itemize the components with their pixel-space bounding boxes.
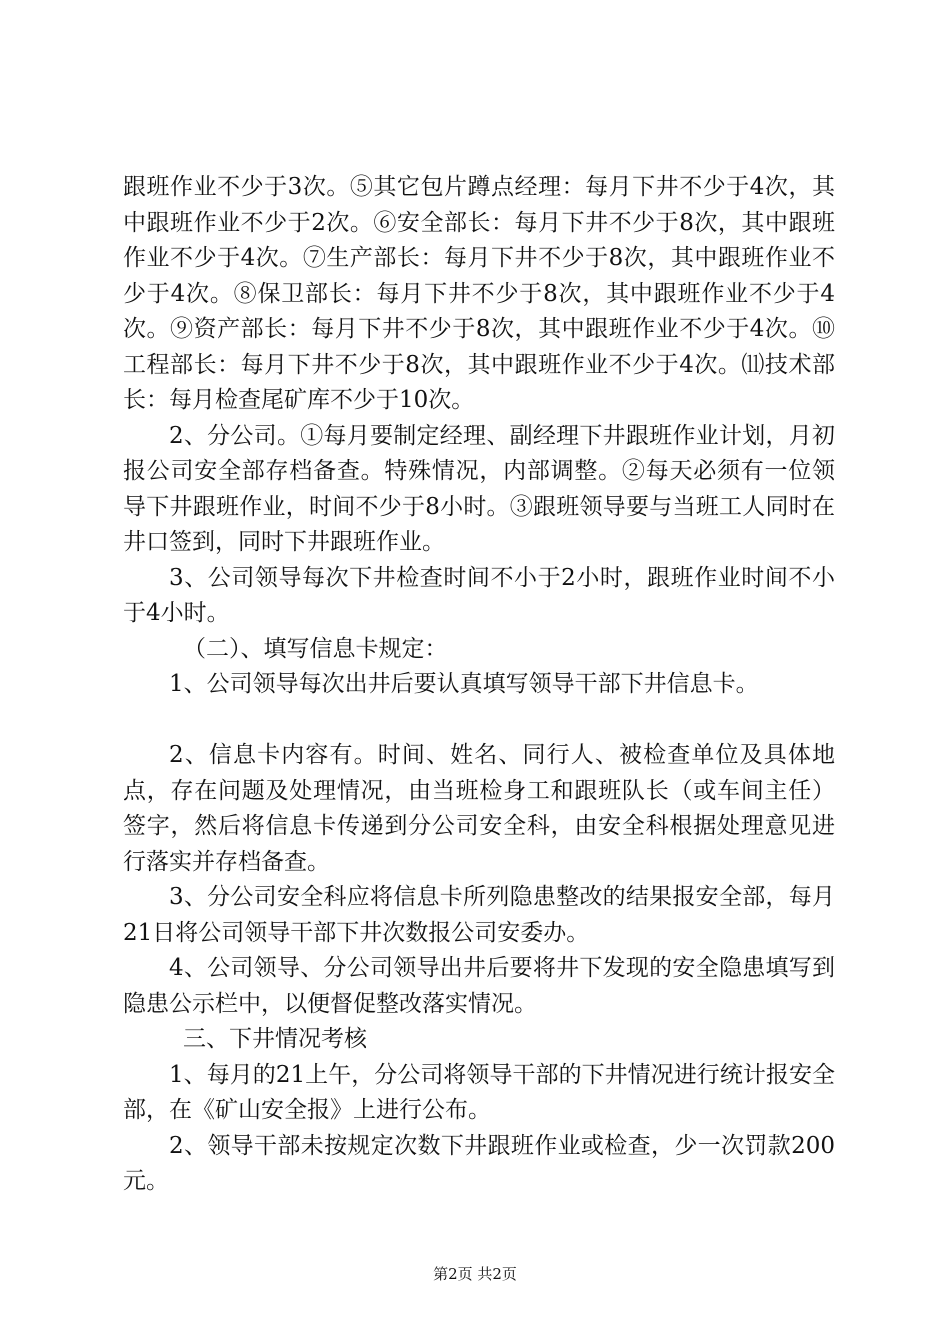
paragraph-branch-company: 2、分公司。①每月要制定经理、副经理下井跟班作业计划，月初报公司安全部存档备查。特殊情况，内部调整。②每天必须有一位领导下井跟班作业，时间不少于8小时。③跟班领导要与当班工人同时在井口签到，同时下井跟班作业。	[123, 422, 835, 555]
paragraph-leader-quota-continued: 跟班作业不少于3次。⑤其它包片蹲点经理：每月下井不少于4次，其中跟班作业不少于2次。⑥安全部长：每月下井不少于8次，其中跟班作业不少于4次。⑦生产部长：每月下井不少于8次，其中跟班作业不少于4次。⑧保卫部长：每月下井不少于8次，其中跟班作业不少于4次。⑨资产部长：每月下井不少于8次，其中跟班作业不少于4次。⑩工程部长：每月下井不少于8次，其中跟班作业不少于4次。⑾技术部长：每月检查尾矿库不少于10次。	[123, 174, 835, 413]
paragraph-safety-report: 3、分公司安全科应将信息卡所列隐患整改的结果报安全部，每月21日将公司领导干部下井次数报公司安委办。	[123, 884, 835, 946]
paragraph-monthly-statistics: 1、每月的21上午，分公司将领导干部的下井情况进行统计报安全部，在《矿山安全报》上进行公布。	[123, 1061, 835, 1123]
section-heading-info-card: （二）、填写信息卡规定：	[183, 635, 448, 662]
document-body	[123, 170, 835, 1200]
blank-line	[123, 703, 835, 739]
paragraph-penalty: 2、领导干部未按规定次数下井跟班作业或检查，少一次罚款200元。	[123, 1132, 835, 1194]
paragraph-inspection-time: 3、公司领导每次下井检查时间不小于2小时，跟班作业时间不小于4小时。	[123, 564, 835, 626]
section-heading-assessment: 三、下井情况考核	[183, 1026, 367, 1052]
paragraph-info-card-content: 2、信息卡内容有。时间、姓名、同行人、被检查单位及具体地点，存在问题及处理情况，由当班检身工和跟班队长（或车间主任）签字，然后将信息卡传递到分公司安全科，由安全科根据处理意见进行落实并存档备查。	[123, 742, 835, 875]
paragraph-hazard-board: 4、公司领导、分公司领导出井后要将井下发现的安全隐患填写到隐患公示栏中，以便督促整改落实情况。	[123, 955, 835, 1017]
paragraph-info-card-fill: 1、公司领导每次出井后要认真填写领导干部下井信息卡。	[169, 671, 759, 697]
page-footer: 第2页 共2页	[433, 1265, 517, 1283]
